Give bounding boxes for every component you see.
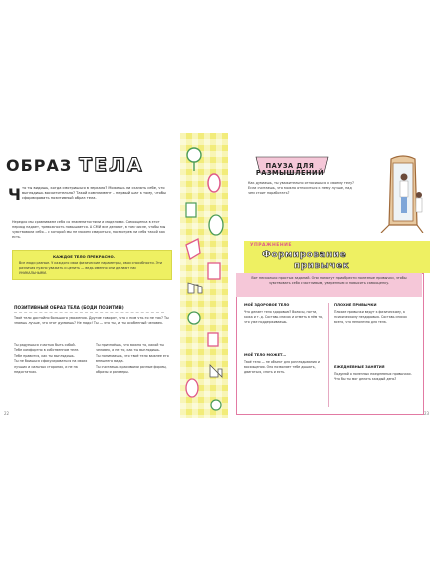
exercise-intro-text: Вот несколько простых заданий. Они помогут приобрести полезные привычки, чтобы чувствовать себя счастливым, уверенным и повысить самооценку. bbox=[251, 276, 407, 285]
decorative-strip bbox=[180, 133, 228, 418]
list-item: Ты признаёшь, что важно то, какой ты человек, а не то, как ты выглядишь. bbox=[96, 343, 164, 353]
body-paragraph: Нередко мы сравниваем себя со знаменитостями и моделями. Самооценка в этот период падает, тревожность повышается. А СМИ все делают, в том числе, чтобы мы чувствовали себя… с которой мы не можем смириться, посмотрев ли себя такой как есть. bbox=[12, 220, 166, 239]
habit-text-bad-habits: Плохие привычки ведут к физическому, а психическому нездоровью. Составь список всего, что неполезно для тела. bbox=[334, 310, 408, 324]
title-word-obraz: ОБРАЗ bbox=[6, 156, 73, 175]
list-item: Ты считаешь красивыми разные формы, образы и размеры. bbox=[96, 364, 167, 375]
pause-heading: ПАУЗА ДЛЯ РАЗМЫШЛЕНИЙ bbox=[255, 162, 325, 177]
exercise-label: УПРАЖНЕНИЕ bbox=[250, 243, 292, 248]
habit-heading-healthy-body: МОЁ ЗДОРОВОЕ ТЕЛО bbox=[244, 303, 290, 307]
page-number-right: 23 bbox=[424, 411, 430, 416]
positive-text: Твоё тело достойно большого уважения. Другие говорят, что с ним что-то не так? Ты знаешь лучше, что этот думаешь? Не надо! Ты — это ты, и ты особенный человек. bbox=[14, 316, 169, 325]
column-divider bbox=[328, 303, 329, 407]
highlight-box-text: Все люди разные. У каждого свои физические параметры, свои способности. Эти различия нужно уважать и ценить — ведь именно они делают нас УНИКАЛЬНЫМИ. bbox=[19, 261, 163, 275]
positive-image-heading: ПОЗИТИВНЫЙ ОБРАЗ ТЕЛА (БОДИ ПОЗИТИВ) bbox=[14, 305, 124, 310]
list-item: Ты радуешься счастью быть собой. bbox=[14, 343, 76, 347]
habit-heading-bad-habits: ПЛОХИЕ ПРИВЫЧКИ bbox=[334, 303, 377, 307]
list-item: Тебе нравится, как ты выглядишь. bbox=[14, 353, 75, 358]
mirrors-pattern-icon bbox=[180, 133, 228, 418]
habit-heading-daily: ЕЖЕДНЕВНЫЕ ЗАНЯТИЯ bbox=[334, 365, 385, 369]
list-item: Ты понимаешь, что твоё тело важнее его внешнего вида. bbox=[96, 353, 169, 364]
right-page bbox=[232, 133, 432, 418]
highlight-box bbox=[12, 250, 172, 280]
list-item: Ты не боишься сфокусироваться на своих лучших и сильных сторонах, и не на недостатках. bbox=[14, 359, 88, 375]
habit-heading-body-can: МОЁ ТЕЛО МОЖЕТ… bbox=[244, 353, 287, 357]
list-left bbox=[14, 343, 89, 375]
title-word-tela: ТЕЛА bbox=[79, 154, 144, 176]
habit-text-body-can: Твоё тело — не объект для разглядывания и восхищения. Оно позволяет тебе дышать, двигаться, спать и есть. bbox=[244, 360, 320, 374]
highlight-box-heading: КАЖДОЕ ТЕЛО ПРЕКРАСНО. bbox=[53, 254, 116, 259]
pause-text: Как думаешь, ты уважительно относишься к своему телу? Если считаешь, что можно относиться к нему лучше, над чем стоит поработать? bbox=[248, 181, 354, 195]
mirror-illustration-icon bbox=[377, 155, 427, 233]
divider-dashed bbox=[14, 312, 164, 313]
habit-text-daily: Подумай о полезных ежедневных привычках. Что бы ты мог делать каждый день? bbox=[334, 372, 412, 381]
intro-text: то ты видишь, когда смотришься в зеркало? Можешь ли сказать себе, что выглядишь восхитительно? Такой комплимент – первый шаг к тому, чтобы сформировать позитивный образ тела. bbox=[22, 186, 166, 201]
drop-cap: Ч bbox=[8, 185, 21, 204]
exercise-title-line1: Формирование bbox=[262, 250, 347, 260]
page-title bbox=[4, 154, 180, 178]
habit-text-healthy-body: Что делает тело здоровым? Волосы, ногти, кожа и т. д. Составь список и отметь в нём то, что уже поддерживаешь. bbox=[244, 310, 324, 324]
list-right bbox=[96, 343, 172, 375]
left-page bbox=[4, 133, 180, 418]
exercise-title-line2: привычек bbox=[294, 261, 350, 271]
page-number-left: 22 bbox=[4, 411, 10, 416]
list-item: Тебе комфортно в собственном теле. bbox=[14, 348, 80, 353]
